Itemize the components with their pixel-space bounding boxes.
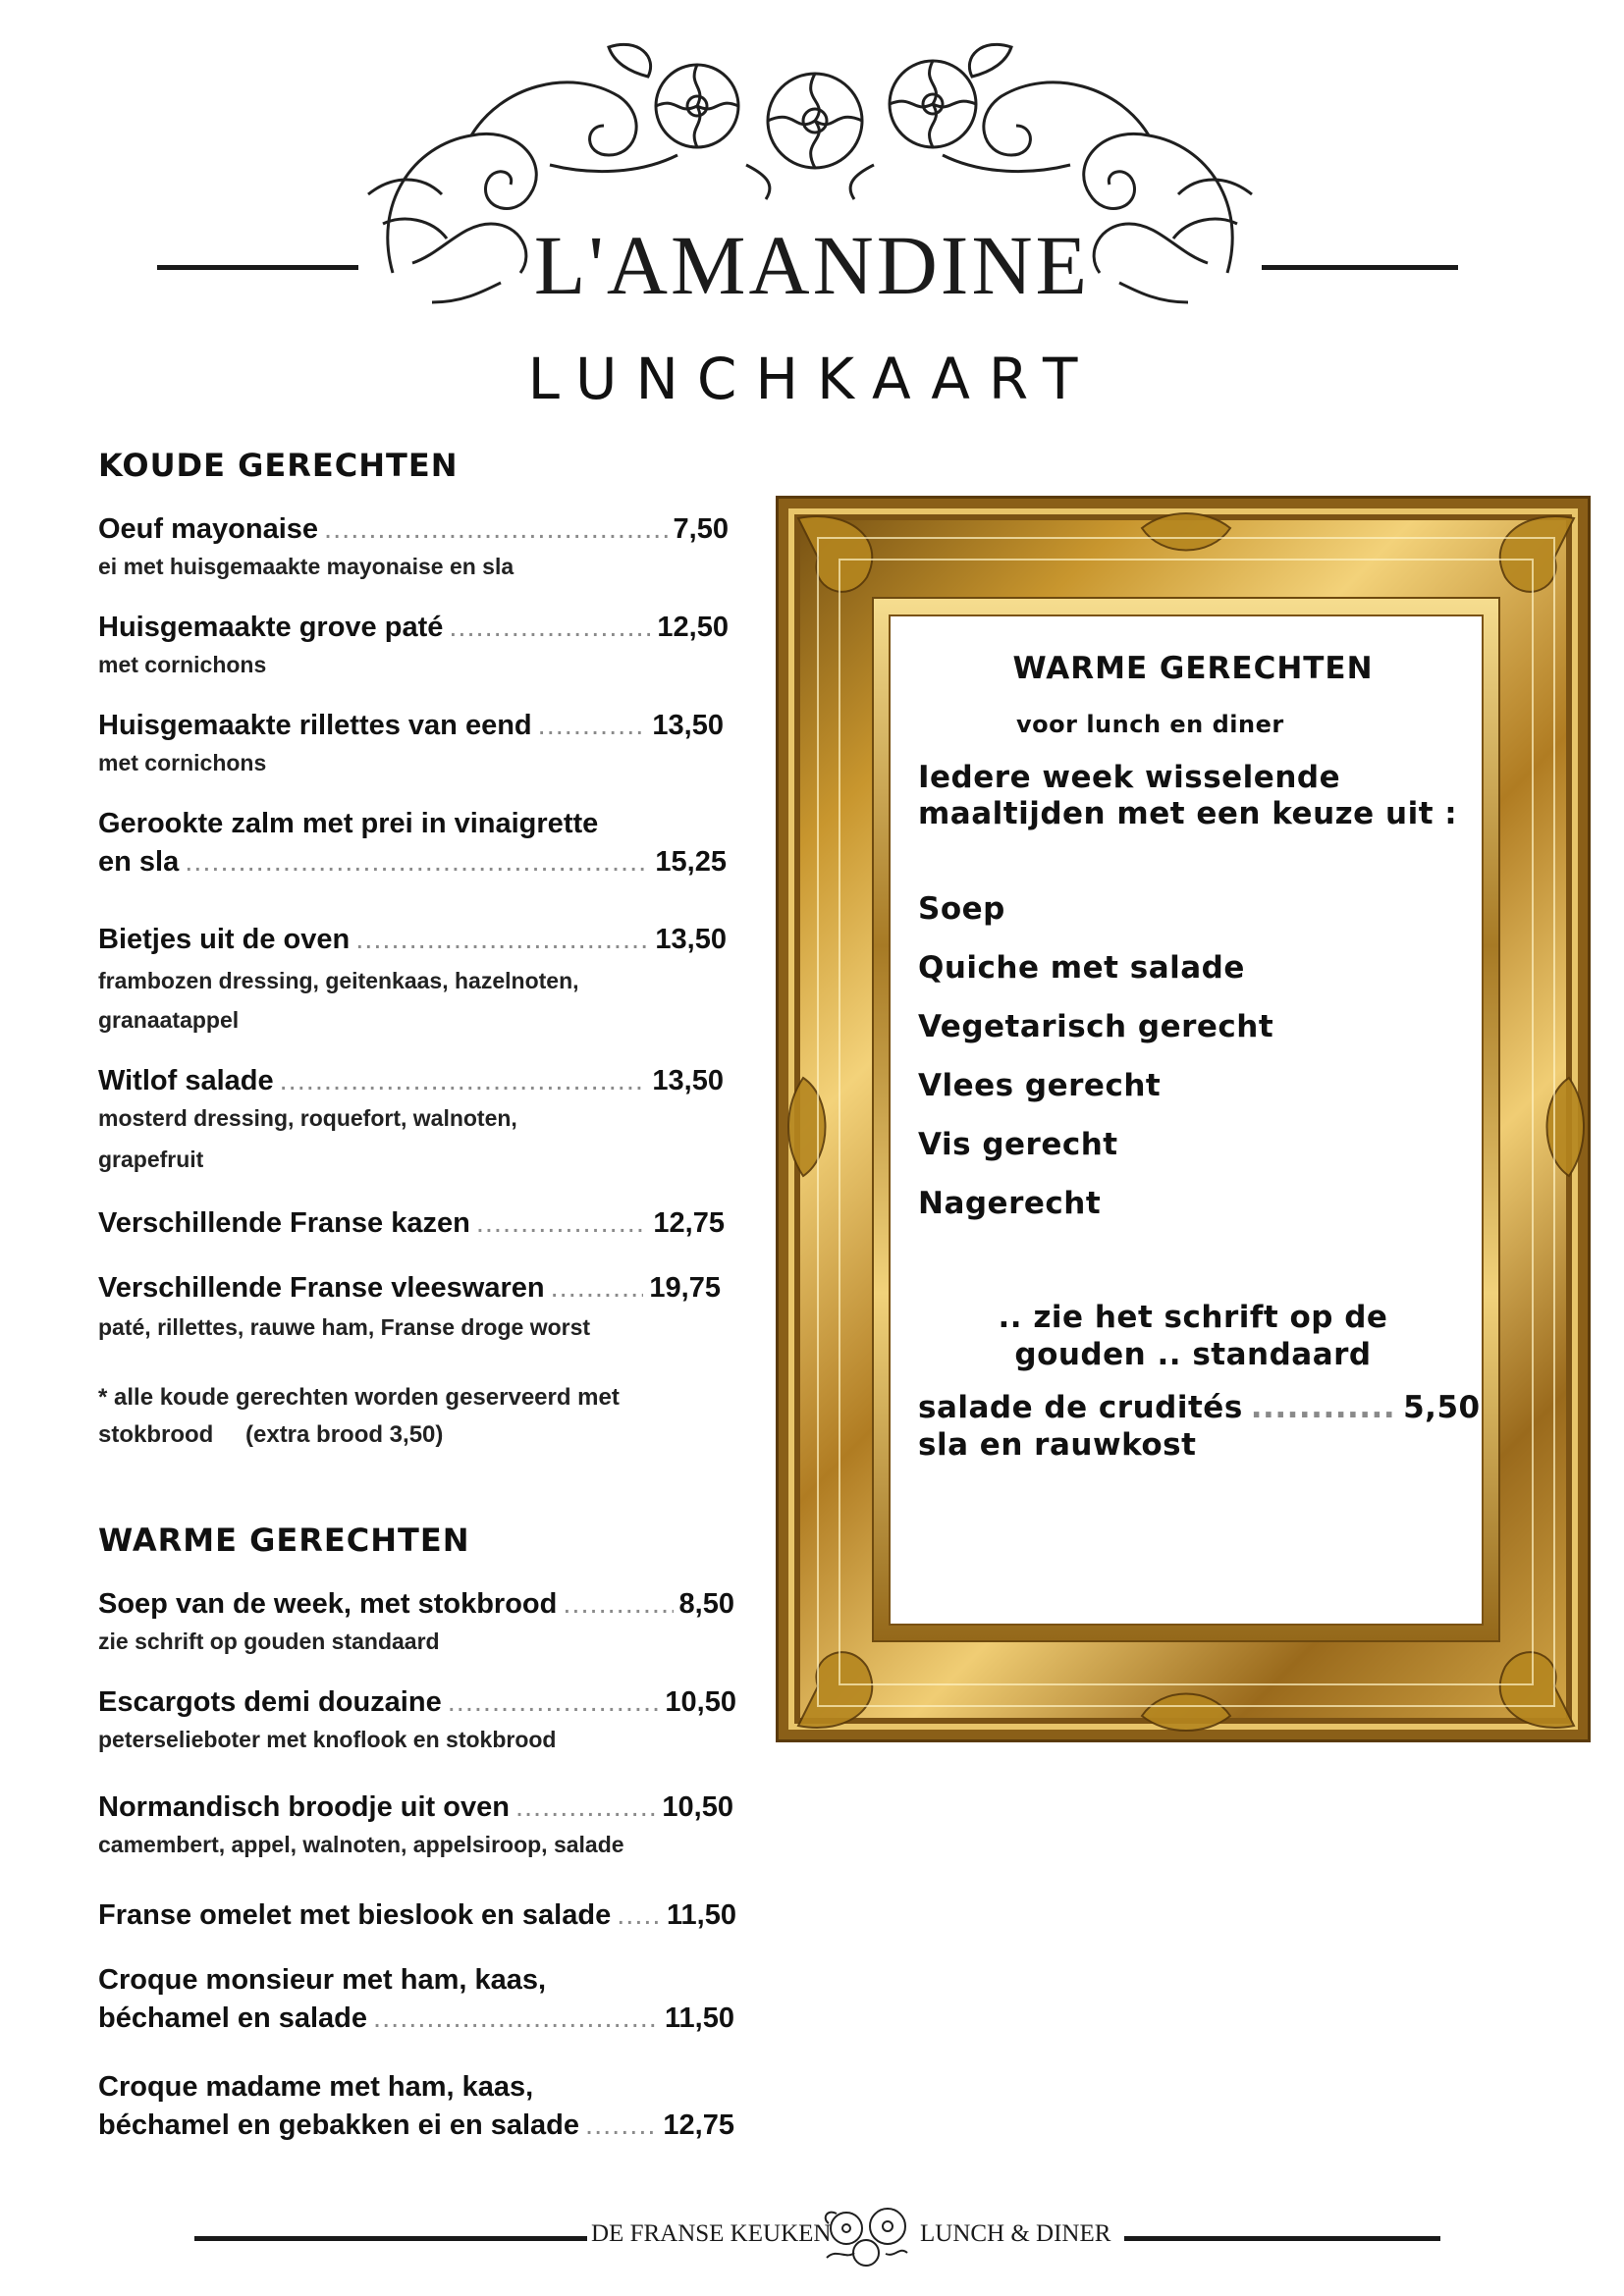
item-description-line2: grapefruit xyxy=(98,1147,204,1172)
item-name: Witlof salade xyxy=(98,1065,274,1096)
footer-left-text: DE FRANSE KEUKEN xyxy=(591,2220,832,2247)
item-description: camembert, appel, walnoten, appelsiroop, salade xyxy=(98,1832,624,1857)
item-price: 12,75 xyxy=(653,1207,725,1239)
menu-item xyxy=(98,1899,746,1932)
item-name-line1: Croque monsieur met ham, kaas, xyxy=(98,1964,547,1996)
item-description: zie schrift op gouden standaard xyxy=(98,1629,440,1654)
chalkboard-panel xyxy=(889,614,1484,1626)
board-option: Vlees gerecht xyxy=(918,1068,1162,1103)
item-name: Escargots demi douzaine xyxy=(98,1686,442,1718)
menu-item xyxy=(98,1065,746,1178)
item-name: Huisgemaakte grove paté xyxy=(98,612,444,643)
item-description: paté, rillettes, rauwe ham, Franse droge worst xyxy=(98,1314,591,1340)
leader-dots xyxy=(563,1588,673,1621)
salad-name: salade de crudités xyxy=(918,1390,1243,1425)
item-price: 13,50 xyxy=(652,710,724,741)
brand-name: L'AMANDINE xyxy=(533,218,1091,312)
leader-dots xyxy=(449,612,651,644)
menu-item xyxy=(98,612,746,683)
board-salad-item xyxy=(918,1389,1481,1464)
leader-dots xyxy=(185,846,649,879)
footnote xyxy=(98,1379,746,1454)
item-description-line2: granaatappel xyxy=(98,1007,240,1033)
salad-description: sla en rauwkost xyxy=(918,1427,1197,1463)
board-reference-line1: .. zie het schrift op de xyxy=(998,1300,1388,1335)
menu-item xyxy=(98,1686,746,1758)
item-description: met cornichons xyxy=(98,750,267,775)
board-subheading: voor lunch en diner xyxy=(1016,711,1284,738)
board-reference xyxy=(918,1299,1468,1373)
leader-dots xyxy=(585,2109,657,2142)
leader-dots xyxy=(551,1272,644,1305)
item-description: frambozen dressing, geitenkaas, hazelnoten, xyxy=(98,968,579,993)
menu-item xyxy=(98,808,746,879)
footer-rule-right xyxy=(1124,2236,1440,2241)
item-description: mosterd dressing, roquefort, walnoten, xyxy=(98,1105,517,1131)
item-name: béchamel en salade xyxy=(98,2002,368,2034)
leader-dots xyxy=(538,710,647,742)
item-price: 12,75 xyxy=(663,2109,734,2141)
header xyxy=(0,0,1624,334)
item-name: Oeuf mayonaise xyxy=(98,513,319,545)
item-name: Bietjes uit de oven xyxy=(98,924,351,955)
item-name: Normandisch broodje uit oven xyxy=(98,1791,510,1823)
item-name: Franse omelet met bieslook en salade xyxy=(98,1899,612,1931)
item-price: 13,50 xyxy=(655,924,727,955)
item-price: 13,50 xyxy=(652,1065,724,1096)
board-option: Quiche met salade xyxy=(918,950,1245,986)
leader-dots xyxy=(373,2002,659,2035)
item-name: Verschillende Franse vleeswaren xyxy=(98,1272,545,1304)
item-price: 19,75 xyxy=(649,1272,721,1304)
gold-picture-frame xyxy=(776,496,1591,1742)
board-option: Soep xyxy=(918,891,1005,927)
item-price: 8,50 xyxy=(678,1588,734,1620)
menu-item xyxy=(98,2071,746,2142)
item-name: en sla xyxy=(98,846,180,878)
item-name-line1: Gerookte zalm met prei in vinaigrette xyxy=(98,808,599,839)
leader-dots xyxy=(280,1065,647,1097)
footnote-line1: * alle koude gerechten worden geserveerd met xyxy=(98,1384,620,1411)
footnote-line2b: (extra brood 3,50) xyxy=(245,1421,444,1448)
item-price: 12,50 xyxy=(657,612,729,643)
item-name: Soep van de week, met stokbrood xyxy=(98,1588,558,1620)
board-intro-line2: maaltijden met een keuze uit : xyxy=(918,796,1458,831)
leader-dots xyxy=(448,1686,660,1719)
section-heading-koude: KOUDE GERECHTEN xyxy=(98,447,459,484)
footer-rule-left xyxy=(194,2236,587,2241)
item-price: 15,25 xyxy=(655,846,727,878)
footnote-line2a: stokbrood xyxy=(98,1421,214,1448)
item-name: Verschillende Franse kazen xyxy=(98,1207,470,1239)
leader-dots xyxy=(324,513,668,546)
footer-right-text: LUNCH & DINER xyxy=(920,2220,1111,2247)
board-option: Vis gerecht xyxy=(918,1127,1118,1162)
item-price: 10,50 xyxy=(662,1791,733,1823)
board-intro-line1: Iedere week wisselende xyxy=(918,760,1341,795)
board-heading: WARME GERECHTEN xyxy=(1012,651,1374,686)
item-description: met cornichons xyxy=(98,652,267,677)
footer xyxy=(0,2199,1624,2277)
menu-item xyxy=(98,1964,746,2035)
board-option: Vegetarisch gerecht xyxy=(918,1009,1274,1044)
menu-item xyxy=(98,513,746,585)
salad-price: 5,50 xyxy=(1403,1390,1481,1425)
leader-dots xyxy=(515,1791,656,1824)
menu-item xyxy=(98,710,746,781)
item-price: 7,50 xyxy=(673,513,729,545)
menu-item xyxy=(98,1791,746,1863)
item-name-line1: Croque madame met ham, kaas, xyxy=(98,2071,534,2103)
item-description: ei met huisgemaakte mayonaise en sla xyxy=(98,554,514,579)
leader-dots: ............ xyxy=(1250,1390,1396,1425)
item-price: 11,50 xyxy=(665,2002,734,2034)
flower-ornament-icon xyxy=(817,2199,923,2272)
menu-item xyxy=(98,924,746,1039)
page-title: LUNCHKAART xyxy=(527,346,1097,412)
board-option: Nagerecht xyxy=(918,1186,1102,1221)
menu-item xyxy=(98,1588,746,1660)
item-price: 10,50 xyxy=(665,1686,736,1718)
item-description: peterselieboter met knoflook en stokbrood xyxy=(98,1727,557,1752)
item-price: 11,50 xyxy=(667,1899,736,1931)
board-reference-line2: gouden .. standaard xyxy=(1014,1337,1372,1372)
item-name: Huisgemaakte rillettes van eend xyxy=(98,710,532,741)
menu-item xyxy=(98,1272,746,1346)
leader-dots xyxy=(617,1899,661,1932)
item-name: béchamel en gebakken ei en salade xyxy=(98,2109,580,2141)
leader-dots xyxy=(355,924,649,956)
leader-dots xyxy=(476,1207,648,1240)
section-heading-warme: WARME GERECHTEN xyxy=(98,1522,470,1559)
menu-item xyxy=(98,1207,746,1240)
